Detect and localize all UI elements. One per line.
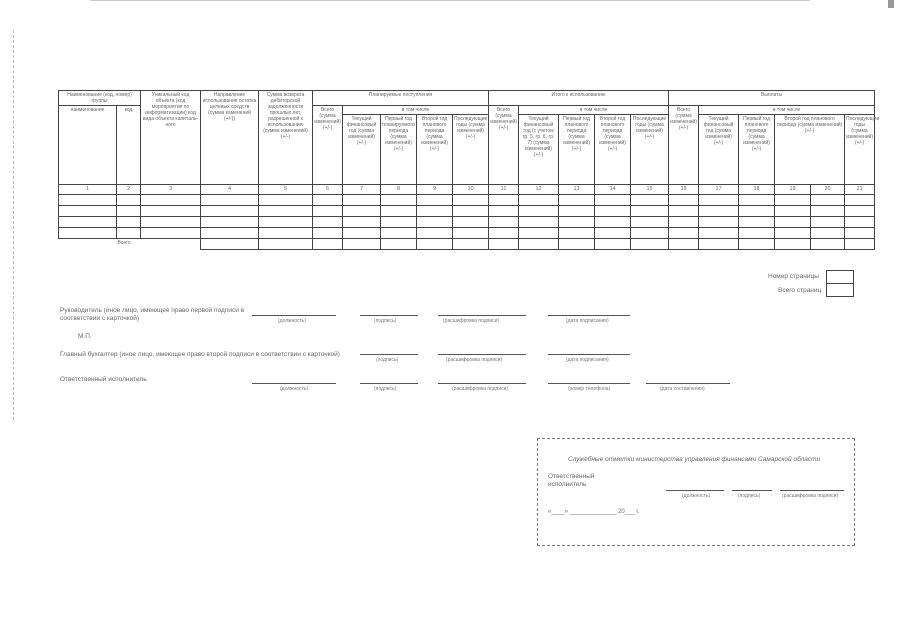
col-number: 9 (417, 185, 453, 195)
col-number: 1 (59, 185, 117, 195)
col-number: 14 (595, 185, 631, 195)
caption-date: (дата подписания) (566, 318, 609, 324)
hdr-pay-incl: в том числе (519, 106, 669, 115)
table-row (59, 228, 875, 239)
col-number: 17 (699, 185, 739, 195)
caption-signature: (подпись) (738, 493, 761, 499)
executor-label: Ответственный исполнитель (60, 376, 147, 383)
col-number: 7 (343, 185, 381, 195)
top-border-line (90, 0, 810, 1)
col-number: 15 (631, 185, 669, 195)
page-number-label: Номер страницы (768, 273, 819, 280)
col-number: 2 (117, 185, 141, 195)
hdr-planned-after: Последующие годы (сумма изменений) (+/-) (453, 115, 489, 185)
caption-signature: (подпись) (376, 357, 399, 363)
signature-line (666, 490, 724, 491)
hdr-code: код (117, 106, 141, 185)
pages-total-label: Всего страниц (778, 287, 822, 294)
stamp-date-line: «____» ______________ 20___ г. (548, 509, 640, 515)
hdr-planned-cur: Текущий финансовый год (сумма изменений) (+/-) (343, 115, 381, 185)
signature-line (252, 315, 336, 316)
caption-signature: (подпись) (374, 318, 397, 324)
signature-line (646, 383, 730, 384)
caption-date: (дата подписания) (566, 357, 609, 363)
table-row (59, 206, 875, 217)
chief-accountant-label: Главный бухгалтер (иное лицо, имеющее право второй подписи в соответствии с карточкой) (60, 351, 340, 358)
signature-line (360, 315, 418, 316)
hdr-planned-y1: Первый год планируемого периода (сумма изменений) (+/-) (381, 115, 417, 185)
hdr-object: Уникальный код объекта (код мероприятия по информатизации) код вида объекта капиталь-ного (141, 91, 201, 185)
caption-decryption: (расшифровка подписи) (782, 493, 839, 499)
hdr-pay-total: Всего (сумма изменений) (+/-) (489, 106, 519, 185)
page-number-box[interactable] (826, 270, 854, 284)
signature-line (548, 315, 630, 316)
caption-position: (должность) (280, 386, 309, 392)
hdr-pay-y2: Второй год планового периода (сумма изменений) (+/-) (595, 115, 631, 185)
table-row (59, 195, 875, 206)
total-row (59, 239, 875, 250)
head-label: Руководитель (иное лицо, имеющее право первой подписи в соответствии с карточкой) (60, 307, 245, 322)
col-number: 11 (489, 185, 519, 195)
caption-date-prep: (дата составления) (660, 386, 705, 392)
hdr-sum-prev: Сумма возврата дебиторской задолженности прошлых лет, разрешенной к использованию (сумма изменений) (+/-) (259, 91, 313, 185)
hdr-planned-y2: Второй год планового периода (сумма изменений) (+/-) (417, 115, 453, 185)
col-number: 8 (381, 185, 417, 195)
signature-line (780, 490, 844, 491)
pages-total-box[interactable] (826, 283, 854, 297)
caption-signature: (подпись) (374, 386, 397, 392)
signature-line (548, 383, 630, 384)
service-marks-stamp (537, 438, 855, 546)
caption-decryption: (расшифровка подписи) (443, 318, 500, 324)
col-number: 10 (453, 185, 489, 195)
stamp-title: Служебные отметки министерства управления финансами Самарской области (568, 456, 821, 463)
hdr-planned: Планируемые поступления (313, 91, 489, 106)
signature-line (438, 315, 526, 316)
col-number: 20 (811, 185, 845, 195)
signature-line (732, 490, 772, 491)
table-row (59, 217, 875, 228)
col-number: 4 (201, 185, 259, 195)
col-number: 19 (775, 185, 811, 195)
signature-line (252, 383, 336, 384)
hdr-pay-y1: Первый год планового периода (сумма изменений) (+/-) (559, 115, 595, 185)
hdr-out-total: Всего (сумма изменений) (+/-) (669, 106, 699, 185)
left-margin-dash (13, 30, 14, 420)
col-number: 16 (669, 185, 699, 195)
hdr-out-y1: Первый год планового периода (сумма изменений) (+/-) (739, 115, 775, 185)
budget-table (58, 90, 880, 250)
signature-line (548, 354, 630, 355)
hdr-out-cur: Текущий финансовый год (сумма изменений) (+/-) (699, 115, 739, 185)
col-number: 18 (739, 185, 775, 195)
hdr-group: Наименование (код, номер) группы (59, 91, 141, 106)
caption-decryption: (расшифровка подписи) (452, 386, 509, 392)
signature-line (438, 354, 526, 355)
signature-line (438, 383, 526, 384)
hdr-outlays: Выплаты (669, 91, 875, 106)
hdr-balance: Направление использования остатка целевых средств (сумма изменений (+/-)) (201, 91, 259, 185)
col-number: 3 (141, 185, 201, 195)
hdr-out-y2: Второй год планового периода (сумма изменений) (+/-) (775, 115, 845, 185)
stamp-exec-label: Ответственный исполнитель (548, 473, 595, 488)
col-number: 12 (519, 185, 559, 195)
hdr-payments: Итого к использованию (489, 91, 669, 106)
hdr-out-incl: в том числе (699, 106, 875, 115)
col-number: 13 (559, 185, 595, 195)
hdr-pay-after: Последующие годы (сумма изменений) (+/-) (631, 115, 669, 185)
hdr-pay-cur: Текущий финансовый год (с учетом гр. 5, гр. 6, гр. 7) (сумма изменений) (+/-) (519, 115, 559, 185)
hdr-out-after: Последующие годы (сумма изменений) (+/-) (845, 115, 875, 185)
total-label: Всего (117, 240, 131, 246)
signature-line (360, 383, 418, 384)
caption-position: (должность) (278, 318, 307, 324)
col-number: 5 (259, 185, 313, 195)
hdr-name: наименование (59, 106, 117, 185)
mp-label: М.П. (78, 333, 92, 340)
hdr-planned-total: Всего (сумма изменений) (+/-) (313, 106, 343, 185)
col-number: 6 (313, 185, 343, 195)
col-number: 21 (845, 185, 875, 195)
signature-line (360, 354, 418, 355)
corner-mark (888, 0, 894, 8)
caption-phone: (номер телефона) (568, 386, 611, 392)
caption-decryption: (расшифровка подписи) (446, 357, 503, 363)
caption-position: (должность) (682, 493, 711, 499)
hdr-planned-incl: в том числе (343, 106, 489, 115)
